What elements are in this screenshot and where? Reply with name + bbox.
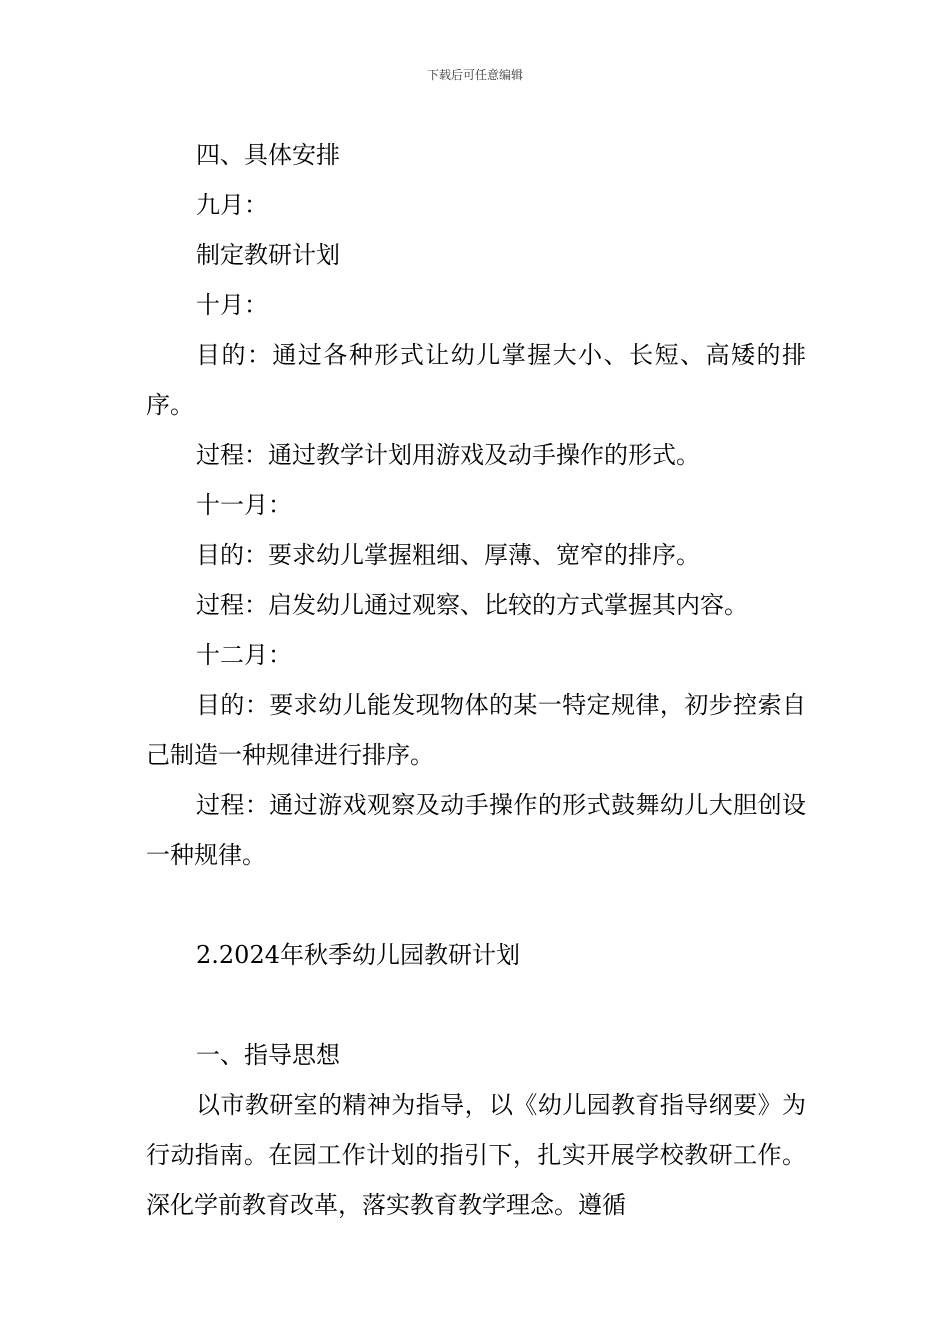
section-heading-guiding-ideology: 一、指导思想 [196,1041,340,1069]
section-heading-arrangement: 四、具体安排 [196,141,340,169]
month-label-november: 十一月： [196,491,292,519]
month-label-september: 九月： [196,191,268,219]
october-process: 过程：通过教学计划用游戏及动手操作的形式。 [196,441,700,469]
november-process: 过程：启发幼儿通过观察、比较的方式掌握其内容。 [196,591,748,619]
december-process: 过程：通过游戏观察及动手操作的形式鼓舞幼儿大胆创设一种规律。 [146,791,806,869]
october-goal: 目的：通过各种形式让幼儿掌握大小、长短、高矮的排序。 [146,341,806,419]
spacer [146,880,806,930]
november-goal: 目的：要求幼儿掌握粗细、厚薄、宽窄的排序。 [196,541,700,569]
december-goal: 目的：要求幼儿能发现物体的某一特定规律，初步控索自己制造一种规律进行排序。 [146,691,806,769]
document-title: 2.2024年秋季幼儿园教研计划 [196,941,520,969]
month-label-october: 十月： [196,291,268,319]
september-content: 制定教研计划 [196,241,340,269]
month-label-december: 十二月： [196,641,292,669]
page-header-note: 下载后可任意编辑 [426,68,523,82]
guiding-ideology-paragraph: 以市教研室的精神为指导，以《幼儿园教育指导纲要》为行动指南。在园工作计划的指引下，扎实开展学校教研工作。深化学前教育改革，落实教育教学理念。遵循 [146,1091,806,1219]
spacer [146,980,806,1030]
document-body [146,130,806,1230]
